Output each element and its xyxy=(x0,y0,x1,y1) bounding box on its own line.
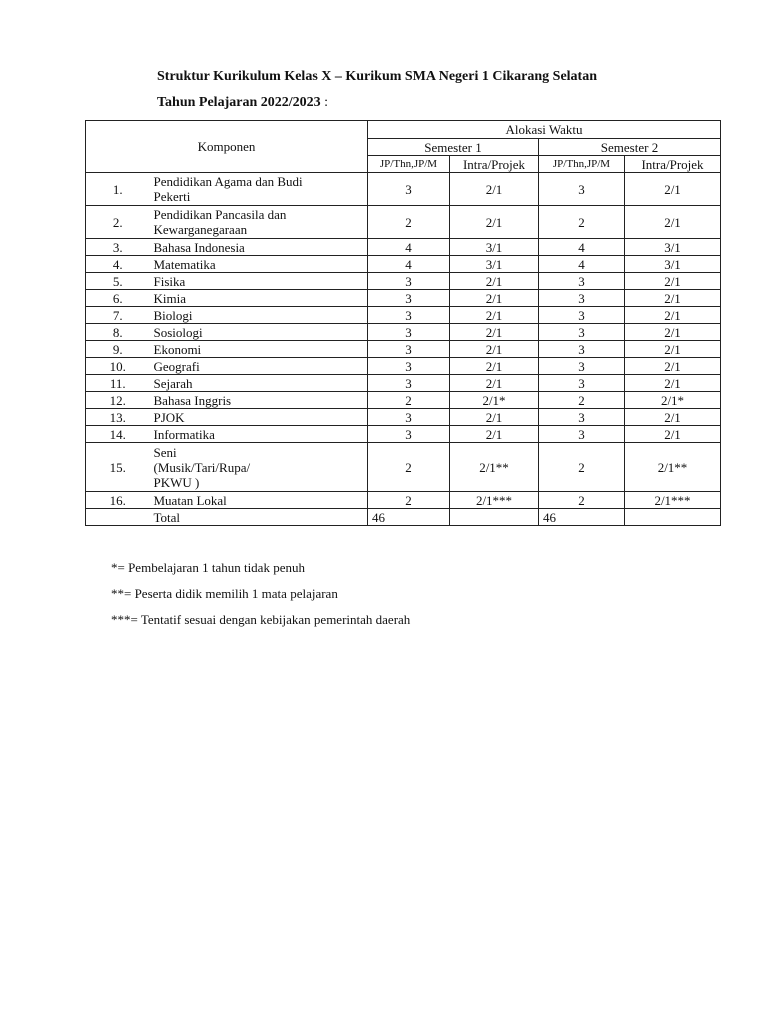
s2-intra-value: 2/1** xyxy=(625,443,721,492)
s2-intra-value: 2/1 xyxy=(625,375,721,392)
s2-jp-value: 4 xyxy=(539,239,625,256)
s1-intra-value: 2/1 xyxy=(450,426,539,443)
table-row xyxy=(86,358,721,375)
total-s1-jp: 46 xyxy=(368,509,450,526)
total-s1-intra xyxy=(450,509,539,526)
s2-jp-value: 3 xyxy=(539,375,625,392)
s1-intra-value: 2/1 xyxy=(450,375,539,392)
s1-intra-value: 2/1* xyxy=(450,392,539,409)
row-number: 8. xyxy=(86,324,150,341)
s2-jp-value: 3 xyxy=(539,409,625,426)
table-row xyxy=(86,324,721,341)
s1-jp-value: 3 xyxy=(368,375,450,392)
s2-intra-value: 2/1 xyxy=(625,426,721,443)
s1-jp-value: 3 xyxy=(368,409,450,426)
subject-name-line: Matematika xyxy=(153,256,216,272)
s1-jp-value: 3 xyxy=(368,173,450,206)
s1-intra-value: 2/1 xyxy=(450,341,539,358)
subject-name xyxy=(150,206,368,239)
table-row xyxy=(86,256,721,273)
subject-name-line: PKWU ) xyxy=(153,474,200,490)
s2-intra-header: Intra/Projek xyxy=(625,156,721,173)
s2-intra-value: 2/1 xyxy=(625,307,721,324)
s2-intra-value: 2/1 xyxy=(625,324,721,341)
s2-intra-value: 3/1 xyxy=(625,239,721,256)
s2-jp-value: 3 xyxy=(539,273,625,290)
row-number: 13. xyxy=(86,409,150,426)
table-row xyxy=(86,239,721,256)
subject-name xyxy=(150,375,368,392)
s1-intra-value: 2/1 xyxy=(450,324,539,341)
subject-name xyxy=(150,392,368,409)
s1-intra-value: 2/1 xyxy=(450,307,539,324)
table-row xyxy=(86,307,721,324)
komponen-header: Komponen xyxy=(86,121,368,173)
subject-name-line: Kimia xyxy=(153,290,186,306)
s1-jp-value: 3 xyxy=(368,358,450,375)
subject-name-line: Informatika xyxy=(153,426,215,442)
s2-jp-value: 2 xyxy=(539,492,625,509)
footnotes xyxy=(111,560,410,638)
subject-name xyxy=(150,290,368,307)
s1-intra-value: 2/1 xyxy=(450,173,539,206)
document-title: Struktur Kurikulum Kelas X – Kurikum SMA Negeri 1 Cikarang Selatan xyxy=(157,69,598,84)
total-label: Total xyxy=(150,509,368,526)
subject-name xyxy=(150,256,368,273)
curriculum-table xyxy=(85,120,721,526)
table-row xyxy=(86,290,721,307)
s1-intra-value: 2/1 xyxy=(450,290,539,307)
s2-intra-value: 2/1 xyxy=(625,206,721,239)
s1-jp-value: 4 xyxy=(368,256,450,273)
table-row xyxy=(86,206,721,239)
s1-intra-value: 2/1 xyxy=(450,409,539,426)
s1-jp-value: 3 xyxy=(368,307,450,324)
subject-name-line: Geografi xyxy=(153,358,200,374)
table-row xyxy=(86,409,721,426)
s2-jp-value: 2 xyxy=(539,392,625,409)
s2-jp-value: 3 xyxy=(539,290,625,307)
s1-jp-value: 3 xyxy=(368,426,450,443)
s2-jp-value: 3 xyxy=(539,358,625,375)
subject-name-line: Pendidikan Pancasila dan xyxy=(153,207,287,222)
s2-intra-value: 2/1 xyxy=(625,341,721,358)
table-row xyxy=(86,341,721,358)
s2-jp-value: 3 xyxy=(539,307,625,324)
subtitle-suffix: : xyxy=(320,95,329,110)
s2-jp-header: JP/Thn,JP/M xyxy=(539,156,625,173)
s1-intra-value: 3/1 xyxy=(450,239,539,256)
row-number: 6. xyxy=(86,290,150,307)
s2-intra-value: 2/1*** xyxy=(625,492,721,509)
subject-name xyxy=(150,492,368,509)
subject-name-line: (Musik/Tari/Rupa/ xyxy=(153,459,251,475)
s2-intra-value: 2/1 xyxy=(625,358,721,375)
table-row xyxy=(86,443,721,492)
row-number: 9. xyxy=(86,341,150,358)
s1-jp-value: 3 xyxy=(368,290,450,307)
subject-name-line: Fisika xyxy=(153,273,186,289)
total-number-cell xyxy=(86,509,150,526)
footnote-3: ***= Tentatif sesuai dengan kebijakan pemerintah daerah xyxy=(111,612,411,627)
row-number: 15. xyxy=(86,443,150,492)
subject-name-line: Kewarganegaraan xyxy=(153,222,248,237)
s1-jp-value: 3 xyxy=(368,273,450,290)
s1-jp-header: JP/Thn,JP/M xyxy=(368,156,450,173)
subject-name-line: PJOK xyxy=(153,409,185,425)
s2-jp-value: 4 xyxy=(539,256,625,273)
row-number: 10. xyxy=(86,358,150,375)
row-number: 2. xyxy=(86,206,150,239)
subject-name-line: Bahasa Indonesia xyxy=(153,239,245,255)
row-number: 5. xyxy=(86,273,150,290)
subject-name xyxy=(150,273,368,290)
s1-jp-value: 2 xyxy=(368,492,450,509)
s1-jp-value: 3 xyxy=(368,341,450,358)
table-row xyxy=(86,173,721,206)
row-number: 7. xyxy=(86,307,150,324)
footnote-1: *= Pembelajaran 1 tahun tidak penuh xyxy=(111,560,305,575)
total-s2-jp: 46 xyxy=(539,509,625,526)
subject-name xyxy=(150,358,368,375)
subject-name-line: Sosiologi xyxy=(153,324,203,340)
s1-intra-value: 2/1 xyxy=(450,273,539,290)
s2-intra-value: 2/1 xyxy=(625,273,721,290)
subject-name-line: Muatan Lokal xyxy=(153,492,227,508)
subject-name xyxy=(150,239,368,256)
s1-intra-value: 2/1*** xyxy=(450,492,539,509)
table-row xyxy=(86,273,721,290)
table-row xyxy=(86,392,721,409)
s2-intra-value: 2/1* xyxy=(625,392,721,409)
row-number: 3. xyxy=(86,239,150,256)
s2-intra-value: 2/1 xyxy=(625,290,721,307)
subject-name xyxy=(150,443,368,492)
s2-jp-value: 3 xyxy=(539,426,625,443)
s2-jp-value: 2 xyxy=(539,206,625,239)
row-number: 16. xyxy=(86,492,150,509)
table-row xyxy=(86,375,721,392)
row-number: 11. xyxy=(86,375,150,392)
s1-jp-value: 2 xyxy=(368,443,450,492)
s2-jp-value: 2 xyxy=(539,443,625,492)
subject-name xyxy=(150,324,368,341)
s2-jp-value: 3 xyxy=(539,324,625,341)
table-row xyxy=(86,426,721,443)
document-subtitle xyxy=(157,95,328,111)
footnote-2: **= Peserta didik memilih 1 mata pelajaran xyxy=(111,586,338,601)
subject-name-line: Biologi xyxy=(153,307,193,323)
s1-intra-value: 3/1 xyxy=(450,256,539,273)
subject-name xyxy=(150,307,368,324)
alokasi-waktu-header: Alokasi Waktu xyxy=(368,121,721,139)
subject-name-line: Pendidikan Agama dan Budi xyxy=(153,174,303,189)
s1-intra-header: Intra/Projek xyxy=(450,156,539,173)
row-number: 4. xyxy=(86,256,150,273)
subject-name-line: Seni xyxy=(153,444,177,460)
s1-intra-value: 2/1 xyxy=(450,358,539,375)
subject-name-line: Bahasa Inggris xyxy=(153,392,232,408)
semester2-header: Semester 2 xyxy=(539,139,721,156)
s1-jp-value: 4 xyxy=(368,239,450,256)
s1-jp-value: 2 xyxy=(368,206,450,239)
subject-name-line: Pekerti xyxy=(153,189,191,204)
s1-intra-value: 2/1 xyxy=(450,206,539,239)
subject-name-line: Sejarah xyxy=(153,375,193,391)
s2-jp-value: 3 xyxy=(539,341,625,358)
s2-jp-value: 3 xyxy=(539,173,625,206)
s2-intra-value: 2/1 xyxy=(625,409,721,426)
s1-jp-value: 2 xyxy=(368,392,450,409)
academic-year-label: Tahun Pelajaran 2022/2023 xyxy=(157,95,321,110)
row-number: 1. xyxy=(86,173,150,206)
subject-name-line: Ekonomi xyxy=(153,341,202,357)
subject-name xyxy=(150,426,368,443)
row-number: 12. xyxy=(86,392,150,409)
table-row xyxy=(86,492,721,509)
s1-jp-value: 3 xyxy=(368,324,450,341)
total-s2-intra xyxy=(625,509,721,526)
row-number: 14. xyxy=(86,426,150,443)
semester1-header: Semester 1 xyxy=(368,139,539,156)
subject-name xyxy=(150,341,368,358)
s2-intra-value: 3/1 xyxy=(625,256,721,273)
s2-intra-value: 2/1 xyxy=(625,173,721,206)
s1-intra-value: 2/1** xyxy=(450,443,539,492)
total-row xyxy=(86,509,721,526)
subject-name xyxy=(150,409,368,426)
subject-name xyxy=(150,173,368,206)
